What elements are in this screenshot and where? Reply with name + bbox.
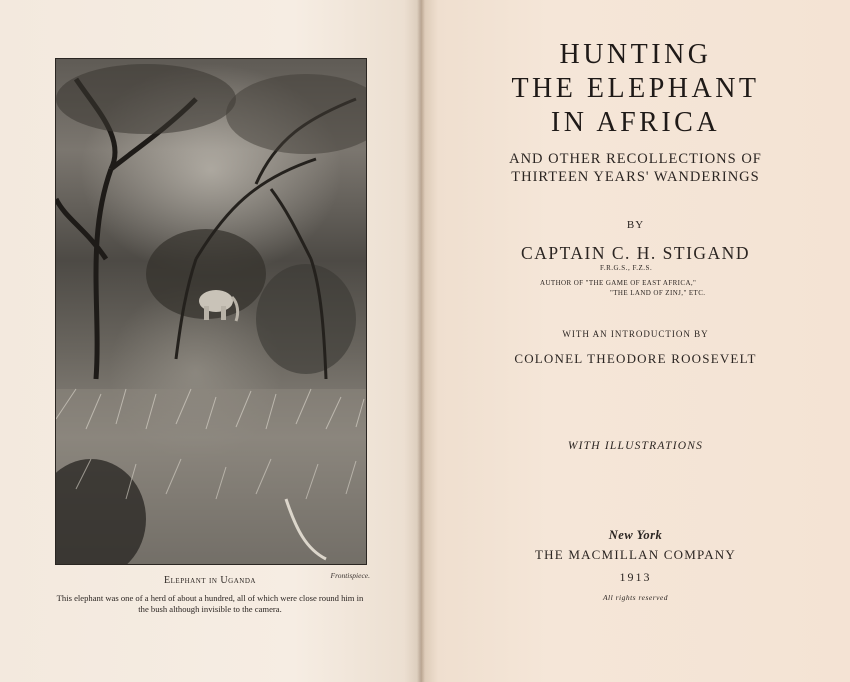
publisher-place: New York xyxy=(608,528,663,542)
title-line-2: THE ELEPHANT xyxy=(511,73,760,104)
canopy-left xyxy=(56,64,236,134)
book-subtitle xyxy=(421,150,850,186)
frontispiece-photo xyxy=(55,58,367,565)
right-bush xyxy=(256,264,356,374)
title-line-3: IN AFRICA xyxy=(550,107,721,138)
author-credentials: F.R.G.S., F.Z.S. xyxy=(600,264,653,272)
canopy-right xyxy=(226,74,366,154)
other-works-line-2: "THE LAND OF ZINJ," ETC. xyxy=(610,289,706,297)
photo-caption-title: Elephant in Uganda xyxy=(164,575,256,586)
frontispiece-label: Frontispiece. xyxy=(330,571,370,580)
subtitle-line-1: AND OTHER RECOLLECTIONS OF xyxy=(509,151,762,167)
introduction-label: WITH AN INTRODUCTION BY xyxy=(562,329,709,339)
rights-notice: All rights reserved xyxy=(602,593,669,602)
illustrations-note: WITH ILLUSTRATIONS xyxy=(567,440,704,452)
by-label: BY xyxy=(626,219,645,231)
photo-illustration xyxy=(56,59,366,564)
introducer-name: COLONEL THEODORE ROOSEVELT xyxy=(514,351,757,366)
author-name: CAPTAIN C. H. STIGAND xyxy=(521,243,750,263)
publication-year: 1913 xyxy=(619,570,652,584)
title-line-1: HUNTING xyxy=(559,39,712,70)
publisher-name: THE MACMILLAN COMPANY xyxy=(535,547,736,562)
subtitle-line-2: THIRTEEN YEARS' WANDERINGS xyxy=(511,169,760,185)
author-other-works xyxy=(540,278,750,298)
book-title xyxy=(421,38,850,140)
other-works-line-1: AUTHOR OF "THE GAME OF EAST AFRICA," xyxy=(540,279,697,287)
photo-caption-text: This elephant was one of a herd of about a hundred, all of which were close round him in the bush although invisible to the camera. xyxy=(56,593,364,614)
